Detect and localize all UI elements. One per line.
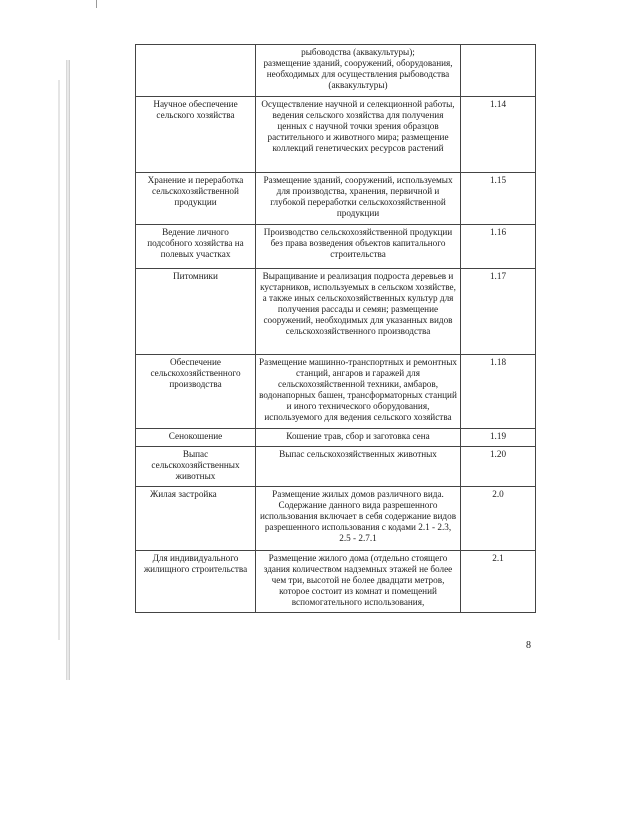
use-name-cell: Для индивидуального жилищного строительства	[136, 551, 256, 613]
table-row	[136, 551, 536, 613]
use-description-cell: Размещение машинно-транспортных и ремонтных станций, ангаров и гаражей для сельскохозяйственной техники, амбаров, водонапорных башен, трансформаторных станций и иного технического оборудования, используемого для ведения сельского хозяйства	[256, 355, 461, 429]
use-code-cell: 1.17	[461, 269, 536, 355]
use-name-cell: Ведение личного подсобного хозяйства на полевых участках	[136, 225, 256, 269]
use-name-cell: Питомники	[136, 269, 256, 355]
use-code-cell: 1.18	[461, 355, 536, 429]
use-name-cell: Хранение и переработка сельскохозяйственной продукции	[136, 173, 256, 225]
table-row	[136, 173, 536, 225]
use-description-cell: Размещение жилого дома (отдельно стоящего здания количеством надземных этажей не более чем три, высотой не более двадцати метров, которое состоит из комнат и помещений вспомогательного использования,	[256, 551, 461, 613]
scan-edge-shadow	[66, 60, 70, 680]
table-row	[136, 225, 536, 269]
use-name-cell: Научное обеспечение сельского хозяйства	[136, 97, 256, 173]
use-description-cell: Кошение трав, сбор и заготовка сена	[256, 429, 461, 447]
use-name-cell	[136, 45, 256, 97]
page-number: 8	[526, 640, 531, 651]
scan-tick-mark	[96, 0, 97, 8]
use-code-cell: 2.0	[461, 487, 536, 551]
table-row	[136, 447, 536, 487]
use-description-cell: Выпас сельскохозяйственных животных	[256, 447, 461, 487]
use-description-cell: Размещение зданий, сооружений, используемых для производства, хранения, первичной и глубокой переработки сельскохозяйственной продукции	[256, 173, 461, 225]
land-use-table	[135, 44, 536, 613]
use-code-cell: 1.15	[461, 173, 536, 225]
use-code-cell: 1.20	[461, 447, 536, 487]
use-name-cell: Обеспечение сельскохозяйственного производства	[136, 355, 256, 429]
table-row	[136, 45, 536, 97]
table-row	[136, 429, 536, 447]
table-row	[136, 487, 536, 551]
table-row	[136, 355, 536, 429]
scan-edge-line	[58, 80, 60, 640]
use-description-cell: рыбоводства (аквакультуры); размещение зданий, сооружений, оборудования, необходимых для осуществления рыбоводства (аквакультуры)	[256, 45, 461, 97]
use-name-cell: Жилая застройка	[136, 487, 256, 551]
table-row	[136, 97, 536, 173]
use-code-cell: 1.14	[461, 97, 536, 173]
table-row	[136, 269, 536, 355]
use-description-cell: Выращивание и реализация подроста деревьев и кустарников, используемых в сельском хозяйстве, а также иных сельскохозяйственных культур для получения рассады и семян; размещение сооружений, необходимых для указанных видов сельскохозяйственного производства	[256, 269, 461, 355]
use-name-cell: Выпас сельскохозяйственных животных	[136, 447, 256, 487]
use-description-cell: Производство сельскохозяйственной продукции без права возведения объектов капитального строительства	[256, 225, 461, 269]
use-code-cell	[461, 45, 536, 97]
use-code-cell: 1.19	[461, 429, 536, 447]
use-description-cell: Осуществление научной и селекционной работы, ведения сельского хозяйства для получения ценных с научной точки зрения образцов растительного и животного мира; размещение коллекций генетических ресурсов растений	[256, 97, 461, 173]
use-code-cell: 2.1	[461, 551, 536, 613]
use-description-cell: Размещение жилых домов различного вида. Содержание данного вида разрешенного использования включает в себя содержание видов разрешенного использования с кодами 2.1 - 2.3, 2.5 - 2.7.1	[256, 487, 461, 551]
use-code-cell: 1.16	[461, 225, 536, 269]
use-name-cell: Сенокошение	[136, 429, 256, 447]
